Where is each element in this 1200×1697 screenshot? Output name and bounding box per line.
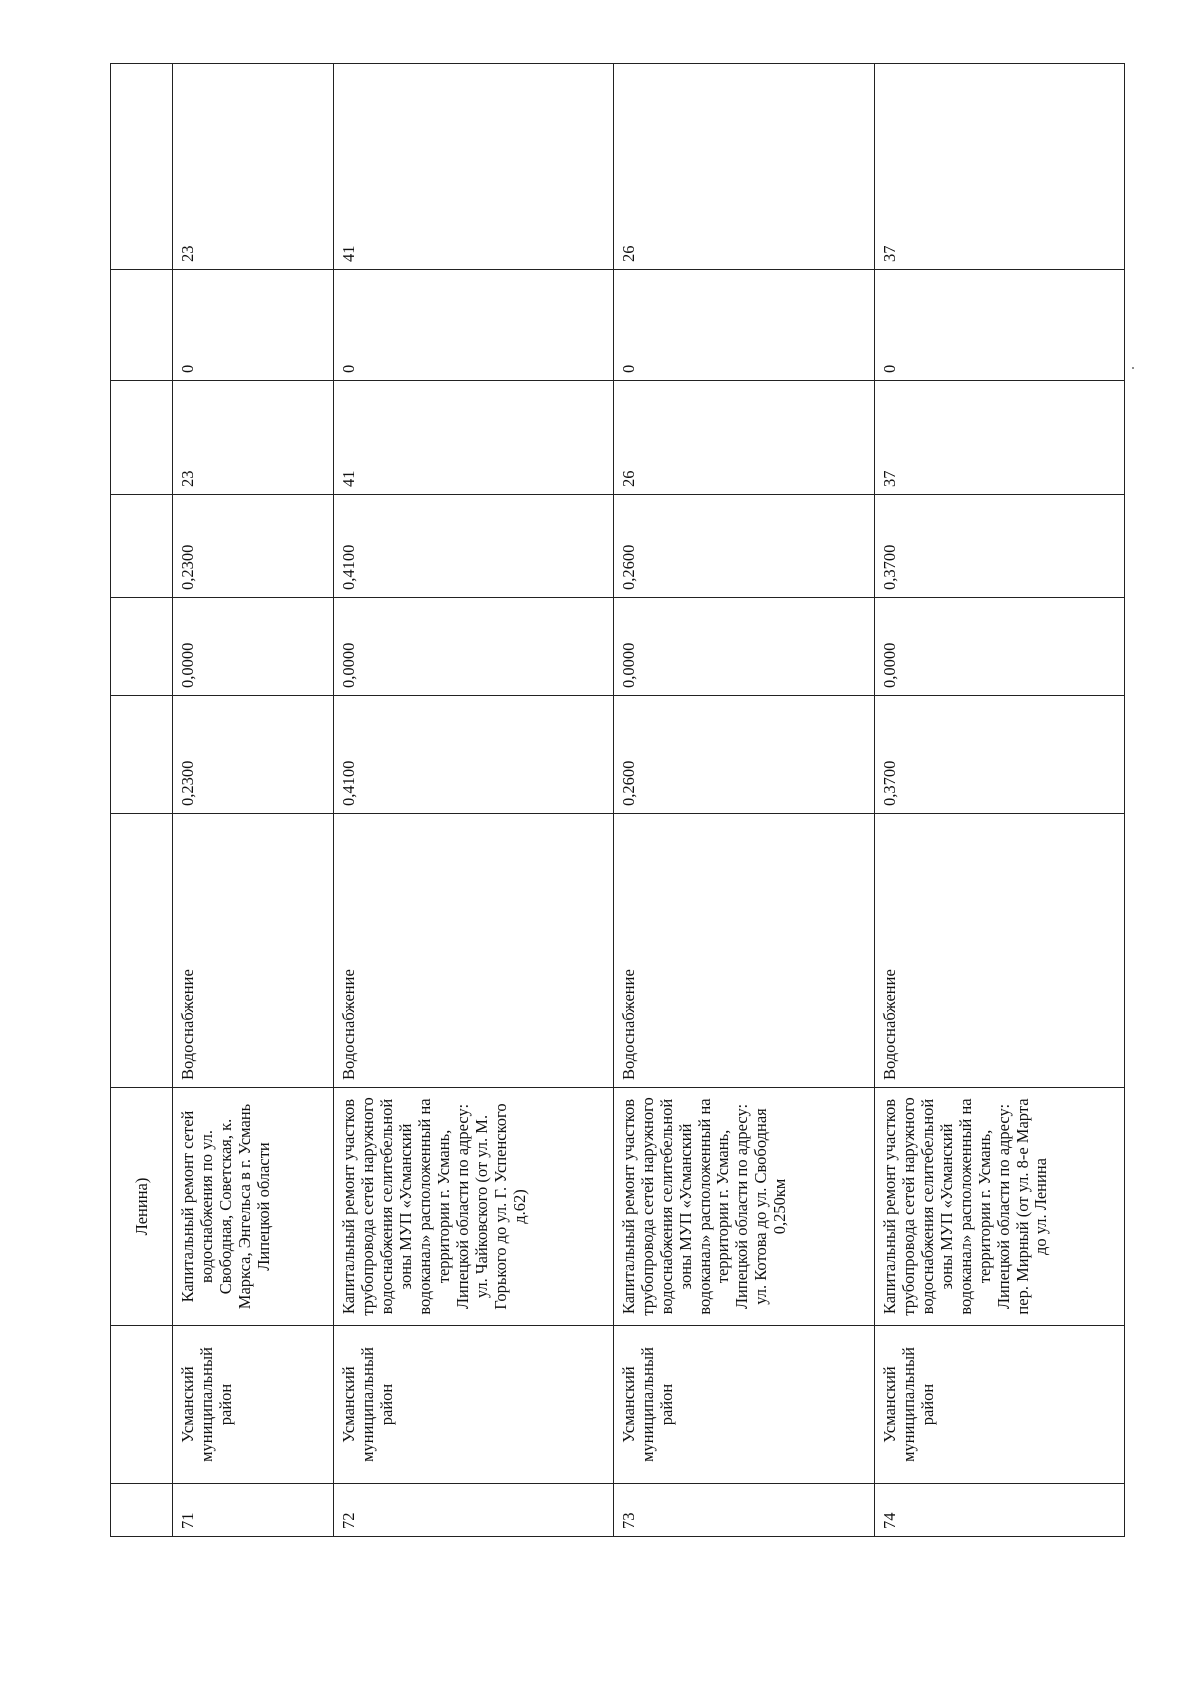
cell-empty xyxy=(111,495,173,598)
data-table xyxy=(110,63,1125,1537)
cell-value-6: 26 xyxy=(613,64,874,270)
cell-district: Усманский муниципальный район xyxy=(874,1326,1124,1484)
cell-value-2: 0,0000 xyxy=(173,598,334,696)
cell-value-4: 23 xyxy=(173,381,334,495)
cell-empty xyxy=(111,814,173,1088)
cell-project: Капитальный ремонт участков трубопровода сетей наружного водоснабжения селитебельной зоны МУП «Усманский водоканал» расположенный на территории г. Усмань, Липецкой области по адресу: пер. Мирный (от ул. 8-е Марта до ул. Ленина xyxy=(874,1088,1124,1326)
cell-value-1: 0,2300 xyxy=(173,696,334,814)
table-row xyxy=(334,64,614,1537)
cell-value-6: 23 xyxy=(173,64,334,270)
cell-empty xyxy=(111,1326,173,1484)
cell-project: Капитальный ремонт участков трубопровода сетей наружного водоснабжения селитебельной зоны МУП «Усманский водоканал» расположенный на территории г. Усмань, Липецкой области по адресу: ул. Котова до ул. Свободная 0,250км xyxy=(613,1088,874,1326)
cell-value-3: 0,2300 xyxy=(173,495,334,598)
cell-value-4: 37 xyxy=(874,381,1124,495)
table-row xyxy=(613,64,874,1537)
cell-project-continuation: Ленина) xyxy=(111,1088,173,1326)
cell-value-5: 0 xyxy=(173,270,334,381)
cell-value-1: 0,4100 xyxy=(334,696,614,814)
cell-type: Водоснабжение xyxy=(613,814,874,1088)
cell-num: 72 xyxy=(334,1484,614,1537)
cell-empty xyxy=(111,64,173,270)
cell-value-2: 0,0000 xyxy=(334,598,614,696)
cell-project: Капитальный ремонт участков трубопровода сетей наружного водоснабжения селитебельной зоны МУП «Усманский водоканал» расположенный на территории г. Усмань, Липецкой области по адресу: ул. Чайковского (от ул. М. Горького до ул. Г. Успенского д.62) xyxy=(334,1088,614,1326)
cell-district: Усманский муниципальный район xyxy=(173,1326,334,1484)
cell-value-6: 41 xyxy=(334,64,614,270)
cell-value-4: 26 xyxy=(613,381,874,495)
table-rotated xyxy=(110,64,1125,1537)
table-row xyxy=(874,64,1124,1537)
cell-value-3: 0,2600 xyxy=(613,495,874,598)
cell-empty xyxy=(111,598,173,696)
cell-value-1: 0,3700 xyxy=(874,696,1124,814)
cell-value-2: 0,0000 xyxy=(613,598,874,696)
cell-empty xyxy=(111,1484,173,1537)
cell-type: Водоснабжение xyxy=(874,814,1124,1088)
rotated-table-frame xyxy=(110,64,1125,1537)
cell-value-5: 0 xyxy=(874,270,1124,381)
scan-speck xyxy=(1132,367,1134,369)
cell-value-3: 0,4100 xyxy=(334,495,614,598)
cell-empty xyxy=(111,270,173,381)
cell-num: 73 xyxy=(613,1484,874,1537)
cell-value-5: 0 xyxy=(334,270,614,381)
cell-value-2: 0,0000 xyxy=(874,598,1124,696)
cell-num: 74 xyxy=(874,1484,1124,1537)
cell-district: Усманский муниципальный район xyxy=(613,1326,874,1484)
cell-empty xyxy=(111,381,173,495)
cell-empty xyxy=(111,696,173,814)
cell-project: Капитальный ремонт сетей водоснабжения по ул. Свободная, Советская, к. Маркса, Энгельса в г. Усмань Липецкой области xyxy=(173,1088,334,1326)
cell-type: Водоснабжение xyxy=(334,814,614,1088)
cell-num: 71 xyxy=(173,1484,334,1537)
cell-value-3: 0,3700 xyxy=(874,495,1124,598)
table-row xyxy=(173,64,334,1537)
table-row-continuation xyxy=(111,64,173,1537)
cell-value-4: 41 xyxy=(334,381,614,495)
cell-value-6: 37 xyxy=(874,64,1124,270)
cell-value-1: 0,2600 xyxy=(613,696,874,814)
cell-type: Водоснабжение xyxy=(173,814,334,1088)
cell-district: Усманский муниципальный район xyxy=(334,1326,614,1484)
cell-value-5: 0 xyxy=(613,270,874,381)
